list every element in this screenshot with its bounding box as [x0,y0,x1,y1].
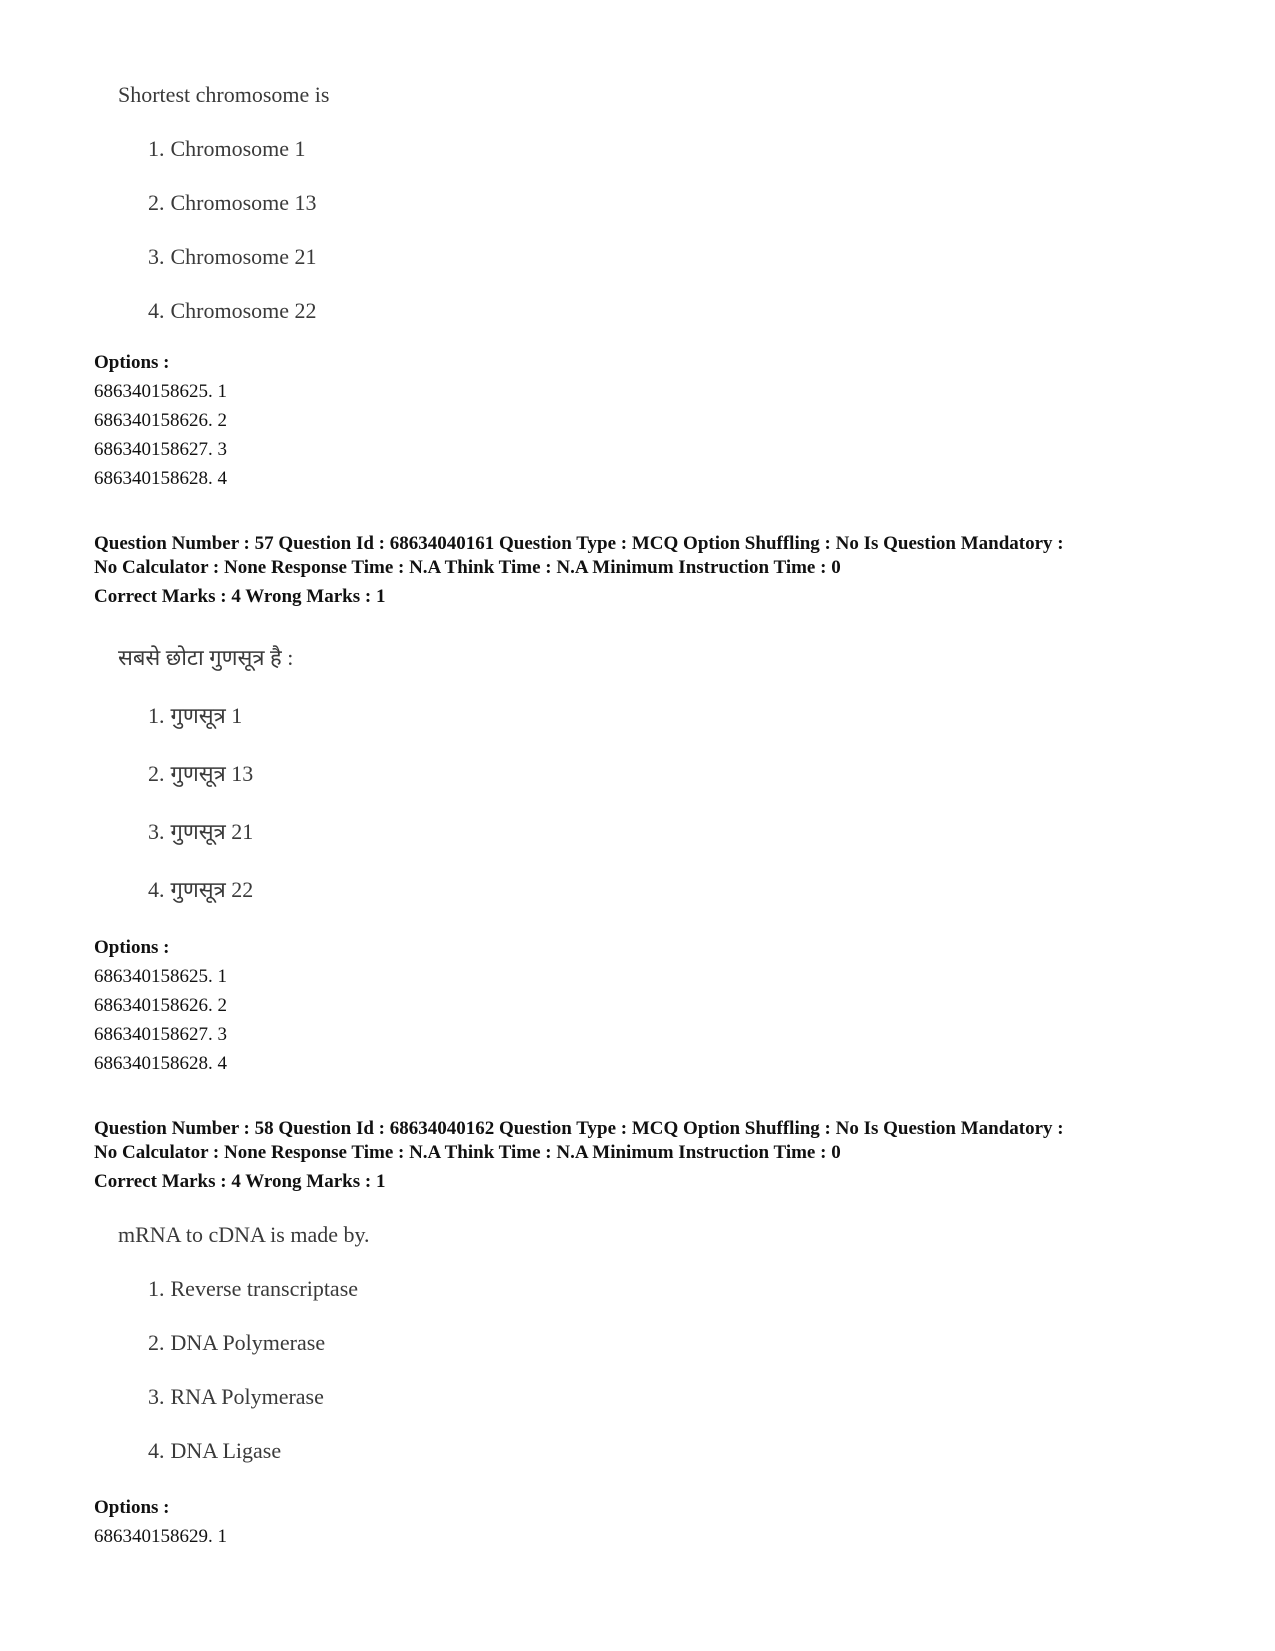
options-label: Options : [94,352,170,373]
options-label: Options : [94,937,170,958]
choice-text: गुणसूत्र 21 [170,819,254,844]
choice-number: 2. [148,1330,165,1355]
choice-item [148,1384,324,1410]
choice-number: 1. [148,136,165,161]
question-marks: Correct Marks : 4 Wrong Marks : 1 [94,1171,386,1192]
choice-number: 2. [148,761,165,786]
choice-item [148,1438,281,1464]
choice-number: 3. [148,1384,165,1409]
question-meta-line-1: Question Number : 58 Question Id : 68634040162 Question Type : MCQ Option Shuffling : No Is Question Mandatory : [94,1118,1064,1139]
choice-text: Chromosome 1 [170,136,306,161]
choice-number: 1. [148,1276,165,1301]
option-id-line: 686340158628. 4 [94,468,227,489]
choice-text: Chromosome 21 [170,244,317,269]
options-label: Options : [94,1497,170,1518]
choice-item [148,1330,325,1356]
choice-item [148,190,317,216]
choice-text: DNA Ligase [170,1438,282,1463]
choice-number: 4. [148,298,165,323]
choice-text: गुणसूत्र 22 [170,877,254,902]
choice-item [148,874,253,904]
choice-text: गुणसूत्र 13 [170,761,254,786]
option-id-line: 686340158625. 1 [94,966,227,987]
question-meta-line-2: No Calculator : None Response Time : N.A Think Time : N.A Minimum Instruction Time : 0 [94,557,841,578]
choice-item [148,136,306,162]
choice-text: Chromosome 13 [170,190,317,215]
option-id-line: 686340158626. 2 [94,410,227,431]
choice-item [148,758,253,788]
option-id-line: 686340158628. 4 [94,1053,227,1074]
choice-text: DNA Polymerase [170,1330,326,1355]
option-id-line: 686340158627. 3 [94,439,227,460]
choice-number: 4. [148,877,165,902]
choice-item [148,1276,358,1302]
question-meta-line-2: No Calculator : None Response Time : N.A Think Time : N.A Minimum Instruction Time : 0 [94,1142,841,1163]
choice-number: 2. [148,190,165,215]
option-id-line: 686340158627. 3 [94,1024,227,1045]
question-stem: सबसे छोटा गुणसूत्र है : [118,645,294,670]
choice-item [148,816,253,846]
question-marks: Correct Marks : 4 Wrong Marks : 1 [94,586,386,607]
question-stem: Shortest chromosome is [118,82,330,107]
choice-number: 3. [148,819,165,844]
choice-text: Chromosome 22 [170,298,317,323]
choice-number: 4. [148,1438,165,1463]
choice-text: Reverse transcriptase [170,1276,359,1301]
choice-text: गुणसूत्र 1 [170,703,243,728]
question-meta-line-1: Question Number : 57 Question Id : 68634040161 Question Type : MCQ Option Shuffling : No Is Question Mandatory : [94,533,1064,554]
choice-item [148,298,317,324]
option-id-line: 686340158629. 1 [94,1526,227,1547]
choice-text: RNA Polymerase [170,1384,324,1409]
choice-number: 3. [148,244,165,269]
choice-item [148,244,317,270]
option-id-line: 686340158625. 1 [94,381,227,402]
option-id-line: 686340158626. 2 [94,995,227,1016]
choice-item [148,700,242,730]
choice-number: 1. [148,703,165,728]
question-stem: mRNA to cDNA is made by. [118,1222,370,1247]
